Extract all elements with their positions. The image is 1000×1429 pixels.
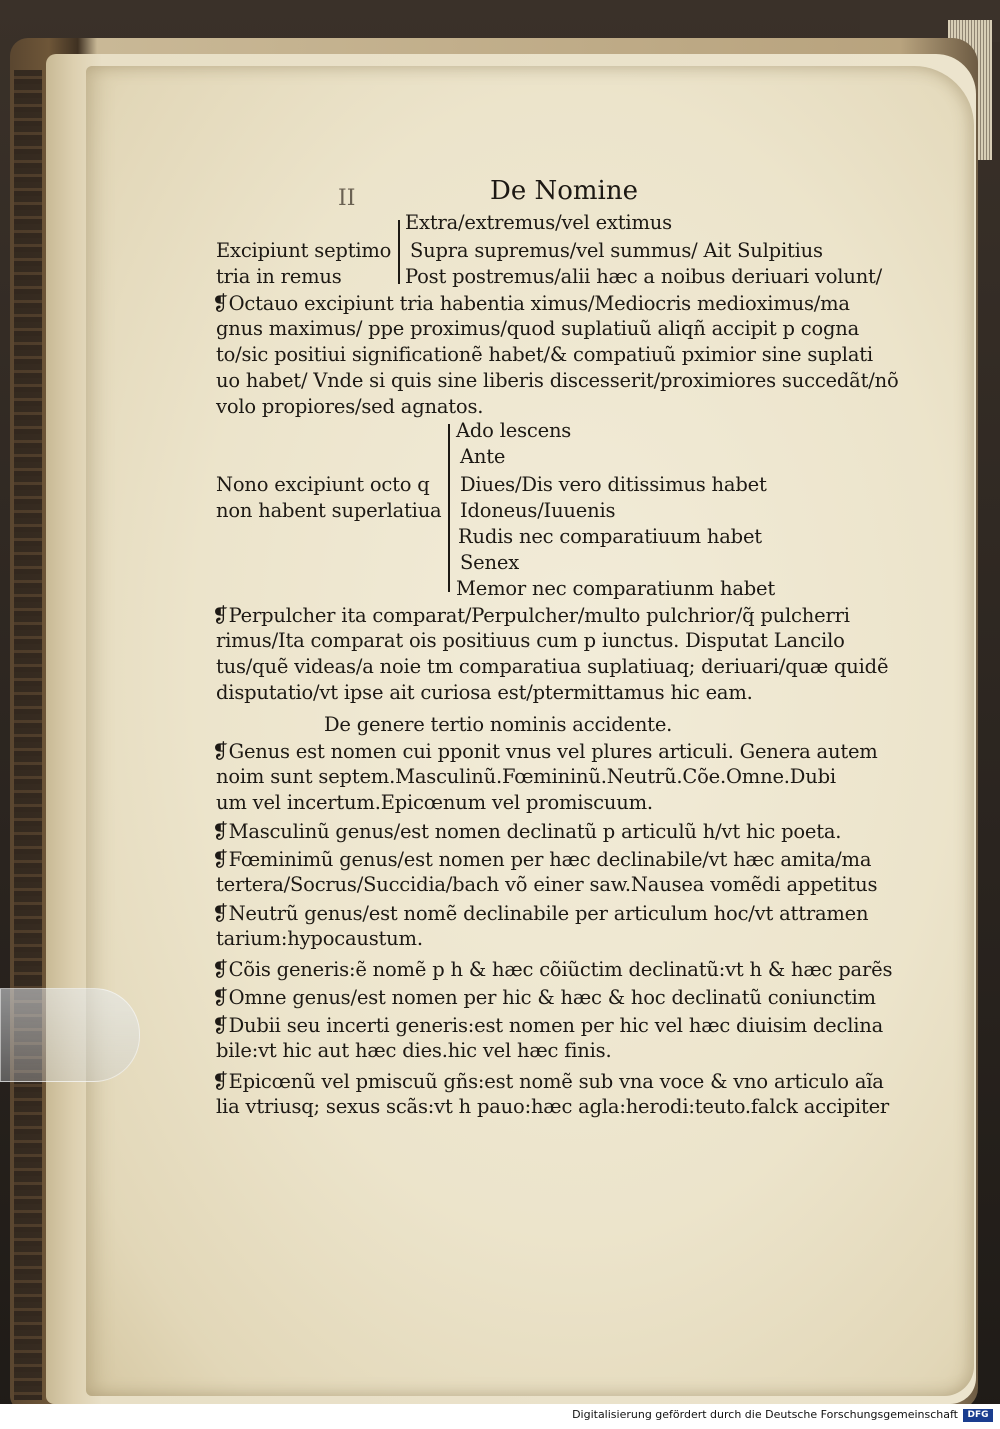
pilcrow-icon: ❡ bbox=[212, 985, 229, 1009]
pilcrow-icon: ❡ bbox=[212, 847, 229, 871]
text-line bbox=[212, 602, 850, 629]
footer-credit: Digitalisierung gefördert durch die Deutsche Forschungsgemeinschaft bbox=[572, 1408, 958, 1421]
brace2-item: Memor nec comparatiunm habet bbox=[456, 577, 776, 600]
text-line: tarium:hypocaustum. bbox=[216, 927, 423, 950]
text-span: Omne genus/est nomen per hic & hæc & hoc declinatũ coniunctim bbox=[228, 986, 876, 1009]
text-span: Fœminimũ genus/est nomen per hæc declinabile/vt hæc amita/ma bbox=[228, 848, 872, 871]
text-span: Epicœnũ vel pmiscuũ gñs:est nomẽ sub vna voce & vno articulo aĩa bbox=[228, 1070, 884, 1093]
text-line bbox=[212, 1012, 883, 1039]
running-head: De Nomine bbox=[490, 176, 639, 206]
text-line: lia vtriusq; sexus scãs:vt h pauo:hæc agla:herodi:teuto.falck accipiter bbox=[216, 1095, 890, 1118]
text-line: volo propiores/sed agnatos. bbox=[216, 395, 484, 418]
page-clip bbox=[0, 988, 140, 1082]
text-span: Dubii seu incerti generis:est nomen per hic vel hæc diuisim declina bbox=[228, 1014, 884, 1037]
text-line bbox=[212, 956, 892, 983]
text-line: gnus maximus/ ppe proximus/quod suplatiuũ aliqñ accipit p cogna bbox=[216, 317, 860, 340]
brace2-item: Rudis nec comparatiuum habet bbox=[458, 525, 762, 548]
text-line bbox=[212, 900, 868, 927]
text-line: um vel incertum.Epicœnum vel promiscuum. bbox=[216, 791, 653, 814]
text-line bbox=[212, 1068, 884, 1095]
pilcrow-icon: ❡ bbox=[212, 819, 229, 843]
text-line: uo habet/ Vnde si quis sine liberis discesserit/proximiores succedãt/nõ bbox=[216, 369, 899, 392]
pilcrow-icon: ❡ bbox=[212, 1013, 229, 1037]
text-line: disputatio/vt ipse ait curiosa est/ptermittamus hic eam. bbox=[216, 681, 753, 704]
brace2-item: Ante bbox=[460, 445, 506, 468]
text-line: tus/quẽ videas/a noie tm comparatiua suplatiuaq; deriuari/quæ quidẽ bbox=[216, 655, 889, 678]
text-line bbox=[212, 846, 871, 873]
text-line: noim sunt septem.Masculinũ.Fœmininũ.Neutrũ.Cõe.Omne.Dubi bbox=[216, 765, 836, 788]
text-span: Masculinũ genus/est nomen declinatũ p articulũ h/vt hic poeta. bbox=[228, 820, 842, 843]
pilcrow-icon: ❡ bbox=[212, 603, 229, 627]
text-span: Genus est nomen cui pponit vnus vel plures articuli. Genera autem bbox=[228, 740, 878, 763]
binding-edge bbox=[14, 70, 42, 1400]
text-line: bile:vt hic aut hæc dies.hic vel hæc finis. bbox=[216, 1039, 612, 1062]
brace-1 bbox=[398, 220, 400, 284]
dfg-logo: DFG bbox=[963, 1409, 993, 1422]
pilcrow-icon: ❡ bbox=[212, 291, 229, 315]
text-span: Neutrũ genus/est nomẽ declinabile per articulum hoc/vt attramen bbox=[228, 902, 869, 925]
text-line bbox=[212, 738, 878, 765]
text-line bbox=[212, 818, 841, 845]
brace1-item: Extra/extremus/vel extimus bbox=[405, 211, 672, 234]
block2-lead: non habent superlatiua bbox=[216, 499, 442, 522]
brace2-item: Diues/Dis vero ditissimus habet bbox=[460, 473, 767, 496]
page-mark: II bbox=[338, 186, 356, 211]
block1-lead: tria in remus bbox=[216, 265, 342, 288]
text-line bbox=[212, 984, 876, 1011]
pilcrow-icon: ❡ bbox=[212, 739, 229, 763]
text-span: Octauo excipiunt tria habentia ximus/Mediocris medioximus/ma bbox=[228, 292, 850, 315]
pilcrow-icon: ❡ bbox=[212, 957, 229, 981]
block1-lead: Excipiunt septimo bbox=[216, 239, 392, 262]
pilcrow-icon: ❡ bbox=[212, 901, 229, 925]
brace2-item: Ado lescens bbox=[456, 419, 572, 442]
brace2-item: Senex bbox=[460, 551, 519, 574]
text-line: rimus/Ita comparat ois positiuus cum p iunctus. Disputat Lancilo bbox=[216, 629, 845, 652]
brace-2 bbox=[448, 424, 450, 592]
text-line bbox=[212, 290, 850, 317]
pilcrow-icon: ❡ bbox=[212, 1069, 229, 1093]
section-heading: De genere tertio nominis accidente. bbox=[324, 713, 673, 736]
text-span: Cõis generis:ẽ nomẽ p h & hæc cõiũctim declinatũ:vt h & hæc parẽs bbox=[228, 958, 893, 981]
text-line: to/sic positiui significationẽ habet/& compatiuũ pximior sine suplati bbox=[216, 343, 873, 366]
block2-lead: Nono excipiunt octo q bbox=[216, 473, 430, 496]
text-line: tertera/Socrus/Succidia/bach võ einer saw.Nausea vomẽdi appetitus bbox=[216, 873, 878, 896]
brace1-item: Supra supremus/vel summus/ Ait Sulpitius bbox=[410, 239, 823, 262]
brace2-item: Idoneus/Iuuenis bbox=[460, 499, 616, 522]
brace1-item: Post postremus/alii hæc a noibus deriuari volunt/ bbox=[405, 265, 883, 288]
text-span: Perpulcher ita comparat/Perpulcher/multo pulchrior/q̃ pulcherri bbox=[228, 604, 850, 627]
